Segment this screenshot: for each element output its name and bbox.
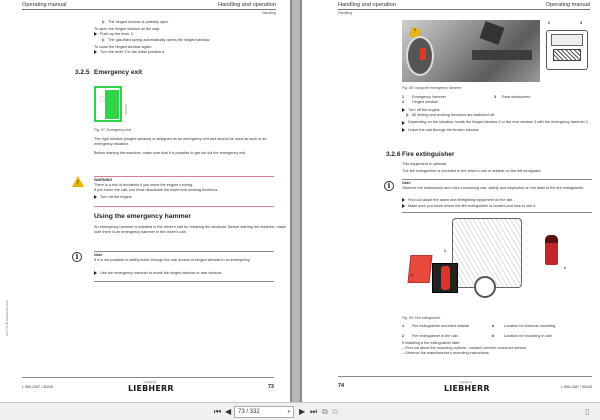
wheel-drawing — [474, 276, 496, 298]
warning-top-rule — [94, 176, 274, 177]
header-right: Handling and operation — [218, 2, 276, 8]
para-emergency-exit: The right window (hinged window) is designed as an emergency exit and should be used as such in an emergency situation. — [94, 137, 267, 147]
liebherr-logo: copyright by LIEBHERR — [444, 381, 490, 393]
cab-line-drawing — [546, 30, 588, 70]
next-page-button[interactable]: ▶ — [299, 407, 306, 416]
exit-door-icon — [105, 90, 119, 119]
note-text: If it is not possible to safely leave through the cab access or hinged window in an emergency: — [94, 258, 251, 262]
warning-line1: There is a risk of accidents if you leave the engine running. — [94, 183, 193, 187]
step-arrow-icon — [402, 198, 405, 202]
extinguisher-box — [432, 263, 458, 293]
header-right: Operating manual — [545, 2, 590, 8]
step-arrow-icon — [402, 128, 405, 132]
footer-rule — [338, 376, 592, 377]
install-instructions: If installing a fire extinguisher later: – Find out about the mounting options - contact Liebherr customer service. – Observe the manufacturer's mounting instructions. — [402, 341, 528, 356]
section-number: 3.2.6 — [386, 151, 401, 158]
callout-2: 2 — [564, 266, 567, 270]
callout-1: 1 — [414, 28, 417, 32]
note-top-rule — [402, 179, 592, 180]
page-gutter — [290, 0, 302, 402]
callout-2: 2 — [548, 21, 551, 25]
section-number: 3.2.5 — [75, 69, 90, 76]
result-arrow-icon — [102, 20, 105, 24]
page-number: 73 — [267, 384, 274, 390]
step-arrow-icon — [402, 108, 405, 112]
step-arrow-icon — [94, 50, 97, 54]
subheader: Handling — [261, 11, 276, 15]
previous-page-button[interactable]: ◀ — [225, 407, 232, 416]
page-number: 74 — [338, 383, 345, 389]
fig58-steps: Turn off the engine. All driving and working functions are switched off. Depending on the situation, break the hinged window 2 or the rear window 3 with the emergency hammer 1. Leave the cab through the broken window. — [402, 108, 592, 133]
info-icon: i — [384, 181, 394, 191]
para-mounted: The fire extinguisher is mounted in the driver's cab or outside on the left mudguard. — [402, 169, 542, 173]
note-top-rule — [94, 251, 274, 252]
para-optional: This equipment is optional. — [402, 162, 448, 166]
step-arrow-icon — [402, 204, 405, 208]
footer-rule — [22, 377, 274, 378]
fig57-caption: Fig. 57: Emergency exit — [94, 128, 131, 132]
warning-action: Turn off the engine. — [94, 195, 133, 200]
navigation-toolbar — [0, 402, 600, 420]
para-hammer: An emergency hammer is installed in the driver's cab for breaking the windows. Before starting the machine, make sure there is an emergency hammer in the driver's cab. — [94, 225, 286, 235]
result-arrow-icon — [102, 38, 105, 42]
warning-line2: If you leave the cab, you must deactivate the travel and working functions. — [94, 188, 219, 192]
info-icon: i — [72, 252, 82, 262]
note-text: Observe the instructions and rules concerning use, safety and inspection on the label of the fire extinguisher. — [402, 186, 585, 190]
result-arrow-icon — [406, 113, 409, 117]
para-before-start: Before starting the machine, make sure that it is possible to get out via the emergency exit. — [94, 151, 247, 155]
section-title: Emergency exit — [94, 69, 143, 76]
header-rule — [22, 9, 276, 10]
copy-icon[interactable]: ⧉ — [322, 407, 328, 416]
callout-a: a — [411, 273, 414, 277]
note-action: Use the emergency hammer to break the hinged window or rear window. — [94, 271, 284, 276]
step-arrow-icon — [94, 195, 97, 199]
first-page-button[interactable]: ⏮ — [214, 407, 222, 416]
extinguisher-box-lid — [408, 255, 433, 283]
note-title: Note — [402, 181, 411, 185]
page-74 — [302, 0, 600, 402]
subsection-title: Using the emergency hammer — [94, 213, 192, 220]
paste-icon[interactable]: ⧉ — [332, 407, 338, 416]
note-bottom-rule — [402, 212, 592, 213]
hammer-detail-inset — [406, 36, 434, 76]
note-title: Note — [94, 253, 103, 257]
callout-1: 1 — [444, 249, 447, 253]
warning-bottom-rule — [94, 206, 274, 207]
header-left: Handling and operation — [338, 2, 396, 8]
intro-text: The hinged window is partially open. To open the hinged window all the way: Push up the lever 3. The gas-filled spring automatically opens the hinged window. To close the hinged window again: Turn the lever 3 to the initial position a. — [94, 20, 211, 55]
chevron-down-icon[interactable]: ▾ — [287, 409, 290, 415]
header-left: Operating manual — [22, 2, 67, 8]
fig59-legend: 1 Fire extinguisher mounted outside a Location for external mounting 2 Fire extinguisher in the cab b Location for mounting in cab — [402, 324, 556, 338]
footer-doc-number: L 550-1287 / 30245 — [22, 385, 54, 389]
fire-extinguisher-icon — [545, 235, 558, 265]
fig58-caption: Fig. 58: Using the emergency hammer — [402, 86, 462, 90]
section-title: Fire extinguisher — [402, 151, 455, 158]
emergency-hammer-icon — [420, 48, 426, 60]
liebherr-logo: copyright by LIEBHERR — [128, 381, 174, 393]
note-bottom-rule — [94, 281, 274, 282]
fig59-caption: Fig. 59: Fire extinguisher — [402, 316, 441, 320]
last-page-button[interactable]: ⏭ — [310, 407, 318, 416]
footer-doc-number: L 550-1287 / 30245 — [560, 385, 592, 389]
fig58-legend: 1 Emergency hammer 3 Rear windscreen 2 Hinged window — [402, 95, 531, 104]
note-actions: Find out about fire alarm and firefighting equipment on the site. Make sure you know where the fire extinguisher is located and how to use it. — [402, 198, 594, 209]
warning-title: WARNING — [94, 178, 113, 182]
running-figure-icon — [99, 96, 105, 102]
callout-3: 3 — [580, 21, 583, 25]
step-arrow-icon — [94, 32, 97, 36]
step-arrow-icon — [94, 271, 97, 275]
page-number-input[interactable]: 73 / 332 ▾ — [234, 406, 294, 418]
header-rule — [338, 9, 590, 10]
subheader: Handling — [338, 11, 353, 15]
emergency-exit-sign — [94, 86, 122, 122]
page-view-icon[interactable]: ▯ — [585, 407, 590, 416]
step-arrow-icon — [402, 121, 405, 125]
page-73: Operating manual Handling and operation Handling The hinged window is partially open. To open the hinged window all the way: Push up the lever 3. The gas-filled spring automatically opens the hinged window. To close the hinged window again: Turn the lever 3 to the initial position a. 3.2.5 Emergency exit 0000000 Fig. 57: Emergency exit The right window (hinged window) is designed as an emergency exit and should be used as such in an emergency situation. Before starting the machine, make sure that it is possible to get out via the emergency exit. ! WARNING There is a risk of accidents if you leave the engine running. If you leave the cab, you must deactivate the travel and working functions. Turn off the engine. Using the emergency hammer An emergency hammer is installed in the driver's cab for breaking the windows. Before starting the machine, make sure there is an emergency hammer in the driver's cab. i Note If it is not possible to safely leave through the cab access or hinged window in an emergency: Use the emergency hammer to break the hinged window or rear window. 2017-05-08 LIEBHERR DOC L 550-1287 / 30245 copyright by LIEBHERR 73 — [0, 0, 290, 402]
side-code: 2017-05-08 LIEBHERR DOC — [5, 300, 9, 337]
